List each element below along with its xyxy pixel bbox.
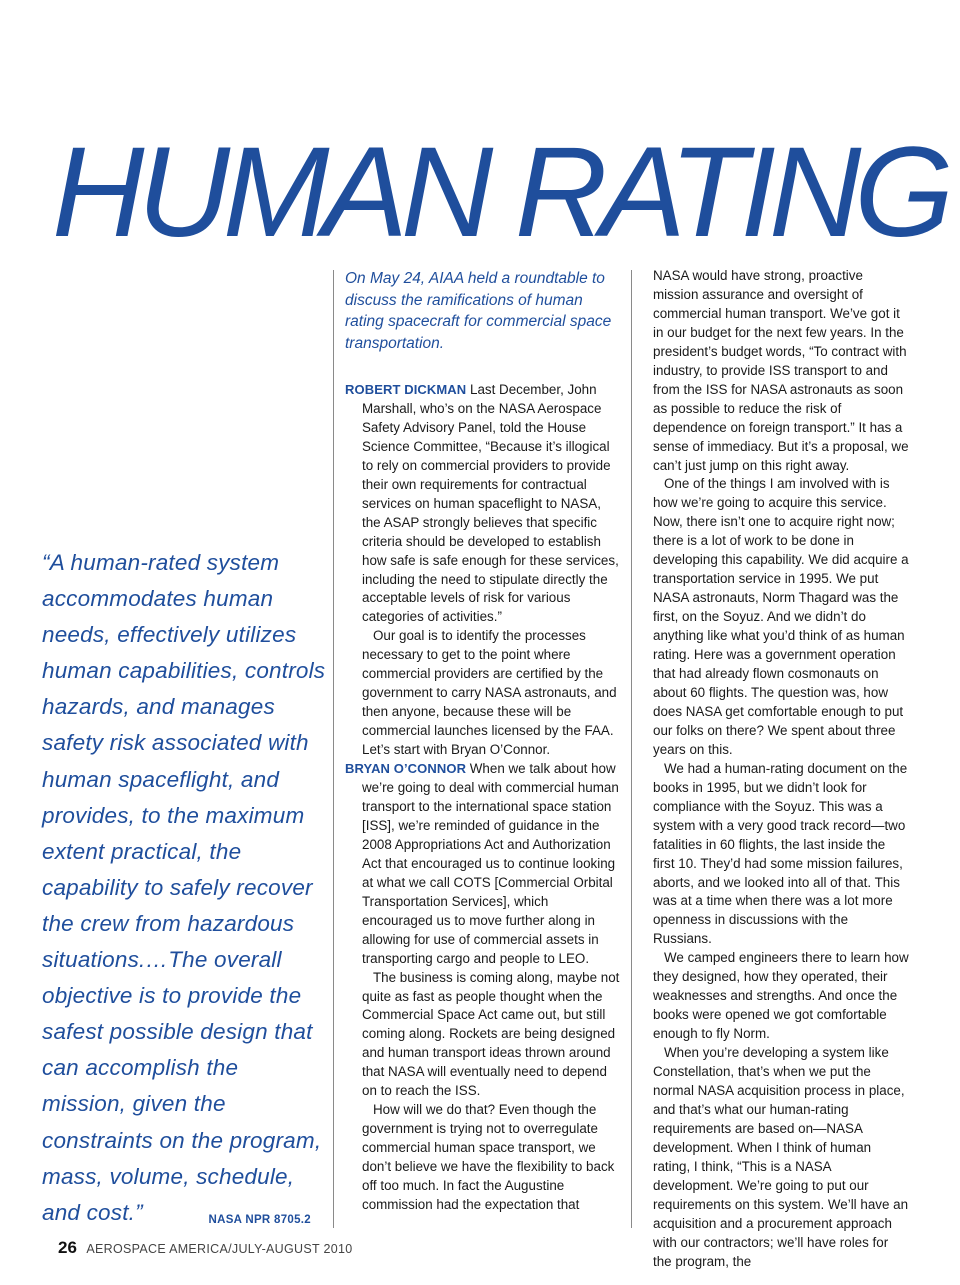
page-footer bbox=[58, 1238, 352, 1258]
article-column-1 bbox=[345, 381, 621, 1215]
speaker-name: ROBERT DICKMAN bbox=[345, 382, 467, 397]
column-divider bbox=[333, 270, 334, 1228]
paragraph: NASA would have strong, proactive mission assurance and oversight of commercial human transport. We’ve got it in our budget for the next few years. In the president’s budget words, “To contract with industry, to provide ISS transport to and from the ISS for NASA astronauts as soon as possible to reduce the risk of dependence on foreign transport.” It has a sense of immediacy. But it’s a proposal, we can’t just jump on this right away. bbox=[653, 268, 909, 473]
column-divider bbox=[631, 270, 632, 1228]
paragraph: We camped engineers there to learn how they designed, how they operated, their weaknesses and strengths. And once the books were opened we got comfortable enough to fly Norm. bbox=[653, 950, 909, 1042]
paragraph bbox=[345, 760, 621, 968]
paragraph: One of the things I am involved with is how we’re going to acquire this service. Now, there isn’t one to acquire right now; there is a lot of work to be done in developing this capability. We did acquire a transportation service in 1995. We put NASA astronauts, Norm Thagard was the first, on the Soyuz. And we didn’t do anything like what you’d think of as human rating. Here was a government operation that had already flown cosmonauts on about 60 flights. The question was, how does NASA get comfortable enough to put our folks on there? We spent about three years on this. bbox=[653, 476, 909, 757]
headline: HUMAN RATING bbox=[52, 121, 947, 264]
paragraph: Our goal is to identify the processes necessary to get to the point where commercial providers are certified by the government to carry NASA astronauts, and then anyone, because these will be commercial launches licensed by the FAA. Let’s start with Bryan O’Connor. bbox=[362, 628, 617, 758]
paragraph bbox=[345, 381, 621, 627]
page-number: 26 bbox=[58, 1238, 77, 1257]
paragraph-text: When we talk about how we’re going to deal with commercial human transport to the international space station [ISS], we’re reminded of guidance in the 2008 Appropriations Act and Authorization Act that encouraged us to continue looking at what we call COTS [Commercial Orbital Transportation Services], which encouraged us to move further along in allowing for use of commercial assets in transporting cargo and people to LEO. bbox=[362, 761, 619, 966]
article-column-2 bbox=[653, 267, 909, 1272]
pull-quote-source: NASA NPR 8705.2 bbox=[208, 1214, 311, 1226]
paragraph: We had a human-rating document on the books in 1995, but we didn’t look for compliance with the Soyuz. This was a system with a very good track record—two fatalities in 60 flights, the last inside the first 10. They’d had some mission failures, aborts, and we looked into all of that. This was at a time when there was a lot more openness in discussions with the Russians. bbox=[653, 760, 908, 947]
publication-line: AEROSPACE AMERICA/JULY-AUGUST 2010 bbox=[86, 1242, 353, 1256]
intro-deck: On May 24, AIAA held a roundtable to discuss the ramifications of human rating spacecraft for commercial space transportation. bbox=[345, 270, 612, 352]
paragraph-text: Last December, John Marshall, who’s on the NASA Aerospace Safety Advisory Panel, told the House Science Committee, “Because it’s illogical to rely on commercial providers to provide their own requirements for contractual services on human spaceflight to NASA, the ASAP strongly believes that specific criteria should be developed to establish how safe is safe enough for these services, including the need to stipulate directly the acceptable levels of risk for various categories of activities.” bbox=[362, 382, 619, 625]
pull-quote: “A human-rated system accommodates human needs, effectively utilizes human capabilities, controls hazards, and manages safety risk associated with human spaceflight, and provides, to the maximum extent practical, the capability to safely recover the crew from hazardous situations.…The overall objective is to provide the safest possible design that can accomplish the mission, given the constraints on the program, mass, volume, schedule, and cost.” bbox=[42, 550, 326, 1225]
speaker-name: BRYAN O’CONNOR bbox=[345, 761, 467, 777]
paragraph: How will we do that? Even though the government is trying not to overregulate commercial human space transport, we don’t believe we have the flexibility to back off too much. In fact the Augustine commission had the expectation that bbox=[362, 1102, 615, 1212]
paragraph: When you’re developing a system like Constellation, that’s when we put the normal NASA acquisition process in place, and that’s what our human-rating requirements are based on—NASA development. When I think of human rating, I think, “This is a NASA development. We’re going to put our requirements on this system. We’ll have an acquisition and a procurement approach with our contractors; we’ll have roles for the program, the bbox=[653, 1045, 909, 1269]
paragraph: The business is coming along, maybe not quite as fast as people thought when the Commercial Space Act came out, but still coming along. Rockets are being designed and human transport ideas thrown around that NASA will eventually need to depend on to reach the ISS. bbox=[362, 969, 620, 1099]
